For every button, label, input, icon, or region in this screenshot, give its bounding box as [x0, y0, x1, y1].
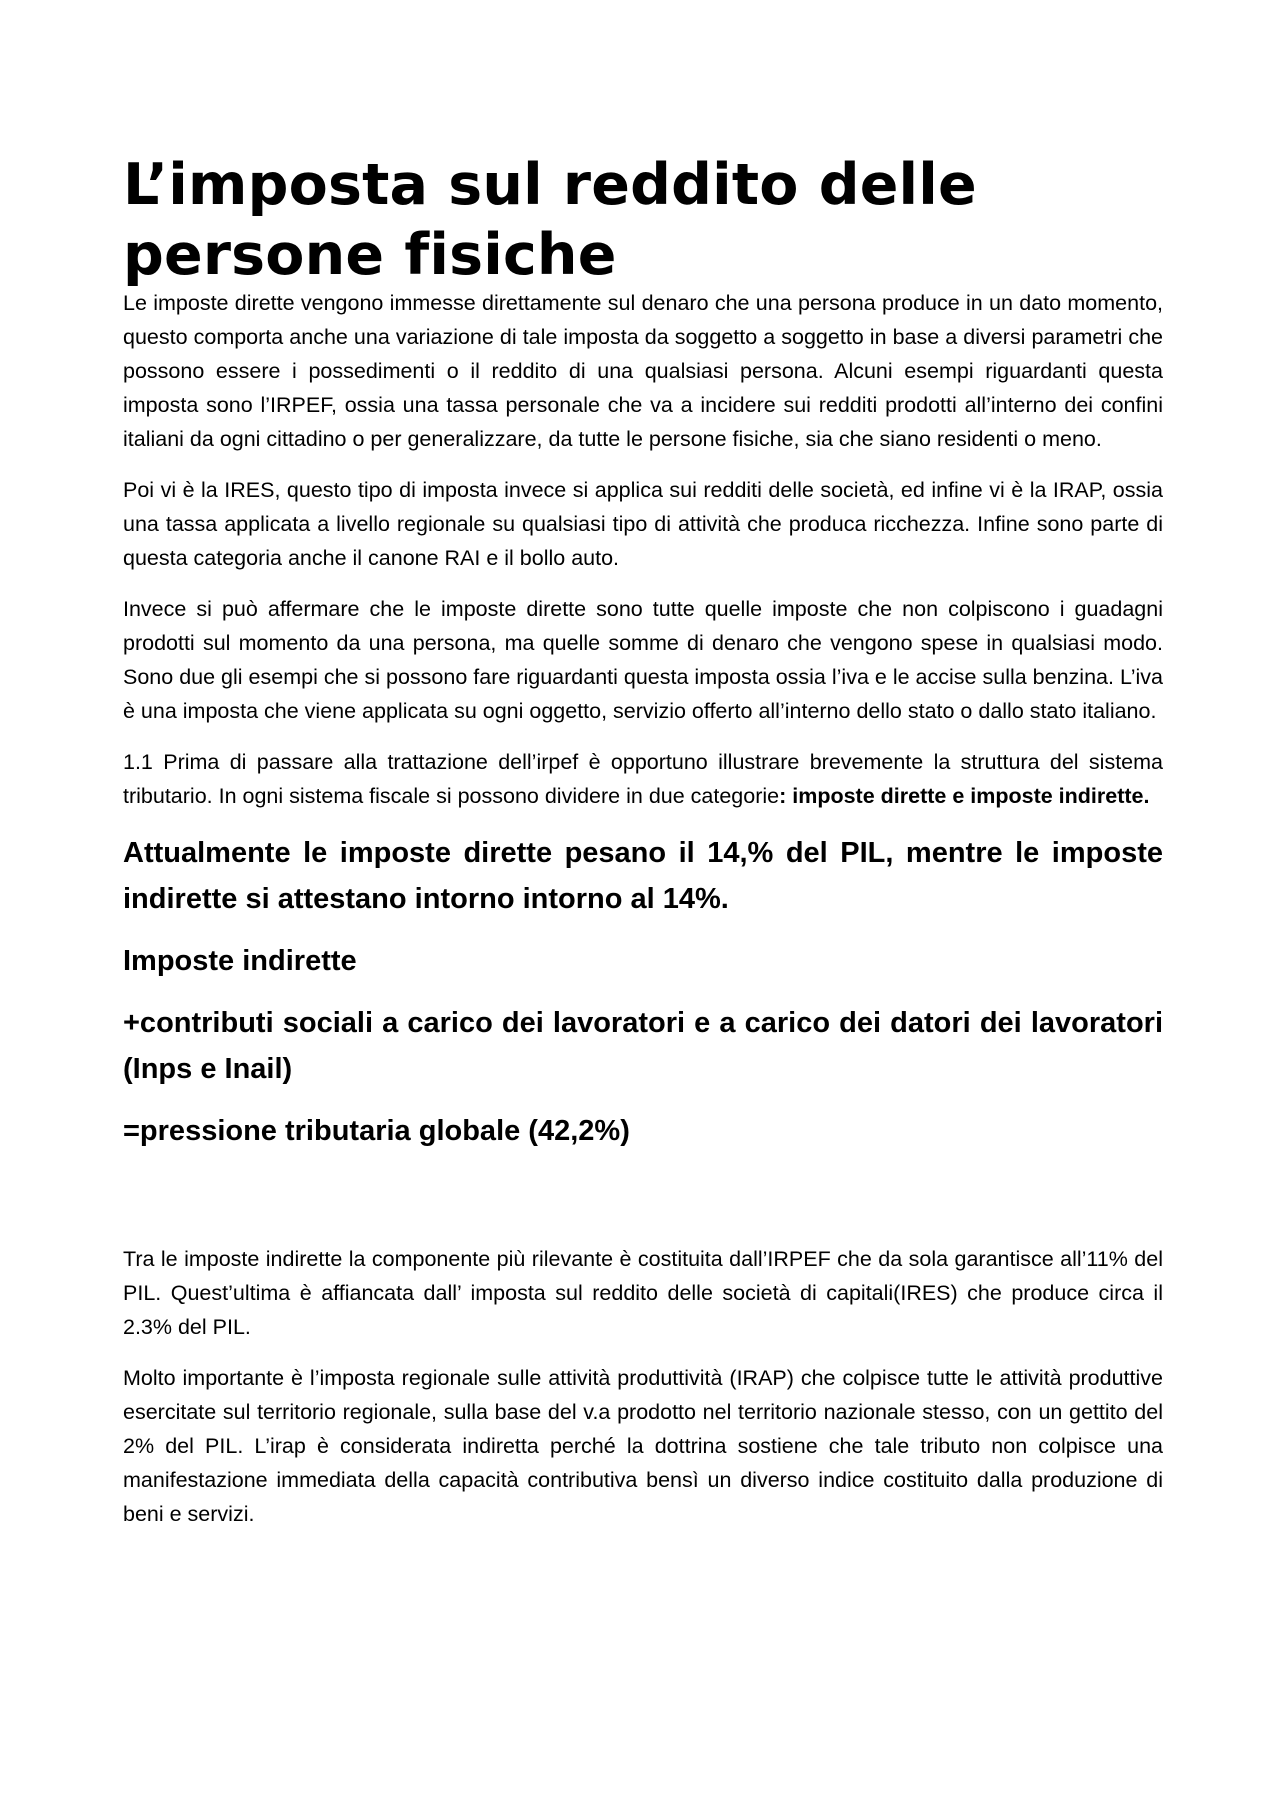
- document-title: L’imposta sul reddito delle persone fisiche: [123, 152, 977, 288]
- paragraph-imposte-indirette: Invece si può affermare che le imposte dirette sono tutte quelle imposte che non colpiscono i guadagni prodotti sul momento da una persona, ma quelle somme di denaro che vengono spese in qualsiasi modo. Sono due gli esempi che si possono fare riguardanti questa imposta ossia l’iva e le accise sulla benzina. L’iva è una imposta che viene applicata su ogni oggetto, servizio offerto all’interno dello stato o dallo stato italiano.: [123, 597, 1163, 723]
- paragraph-irpef-pil: Tra le imposte indirette la componente più rilevante è costituita dall’IRPEF che da sola garantisce all’11% del PIL. Quest’ultima è affiancata dall’ imposta sul reddito delle società di capitali(IRES) che produce circa il 2.3% del PIL.: [123, 1247, 1163, 1339]
- heading-pressione-tributaria: =pressione tributaria globale (42,2%): [123, 1115, 630, 1147]
- paragraph-irap: Molto importante è l’imposta regionale sulle attività produttività (IRAP) che colpisce tutte le attività produttive esercitate sul territorio regionale, sulla base del v.a prodotto nel territorio nazionale stesso, con un gettito del 2% del PIL. L’irap è considerata indiretta perché la dottrina sostiene che tale tributo non colpisce una manifestazione immediata della capacità contributiva bensì un diverso indice costituito dalla produzione di beni e servizi.: [123, 1366, 1163, 1526]
- paragraph-sistema-tributario-text: 1.1 Prima di passare alla trattazione dell’irpef è opportuno illustrare brevemente la struttura del sistema tributario. In ogni sistema fiscale si possono dividere in due categorie: [123, 750, 1163, 808]
- blank-space: [123, 1170, 1163, 1242]
- paragraph-ires-irap: Poi vi è la IRES, questo tipo di imposta invece si applica sui redditi delle società, ed infine vi è la IRAP, ossia una tassa applicata a livello regionale su qualsiasi tipo di attività che produca ricchezza. Infine sono parte di questa categoria anche il canone RAI e il bollo auto.: [123, 478, 1163, 570]
- paragraph-imposte-dirette: Le imposte dirette vengono immesse direttamente sul denaro che una persona produce in un dato momento, questo comporta anche una variazione di tale imposta da soggetto a soggetto in base a diversi parametri che possono essere i possedimenti o il reddito di una qualsiasi persona. Alcuni esempi riguardanti questa imposta sono l’IRPEF, ossia una tassa personale che va a incidere sui redditi prodotti all’interno dei confini italiani da ogni cittadino o per generalizzare, da tutte le persone fisiche, sia che siano residenti o meno.: [123, 291, 1163, 451]
- heading-imposte-indirette: Imposte indirette: [123, 945, 357, 977]
- document-page: [123, 150, 1163, 1548]
- paragraph-sistema-tributario: [123, 745, 1163, 813]
- heading-contributi-sociali: +contributi sociali a carico dei lavoratori e a carico dei datori dei lavoratori (Inps e Inail): [123, 1007, 1163, 1085]
- paragraph-sistema-tributario-bold: : imposte dirette e imposte indirette.: [779, 784, 1150, 808]
- heading-imposte-pil: Attualmente le imposte dirette pesano il 14,% del PIL, mentre le imposte indirette si attestano intorno intorno al 14%.: [123, 837, 1163, 915]
